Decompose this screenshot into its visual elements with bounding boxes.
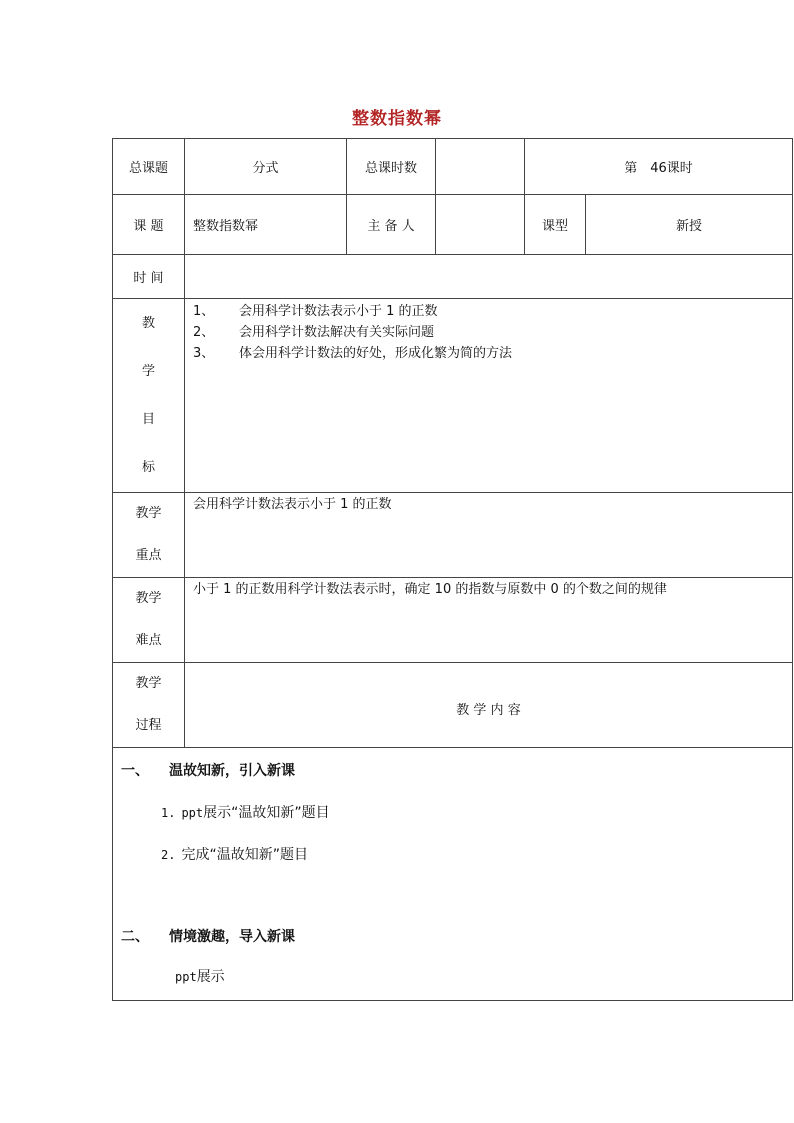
section-title: 温故知新，引入新课 — [169, 763, 295, 779]
process-content-heading: 教 学 内 容 — [185, 663, 793, 748]
objective-item — [193, 322, 792, 343]
lesson-plan-table — [112, 138, 793, 1001]
section-heading — [121, 761, 792, 781]
item-text: 完成“温故知新”题目 — [181, 847, 308, 863]
process-label — [113, 663, 185, 748]
topic-label: 课 题 — [113, 195, 185, 255]
time-row — [113, 255, 793, 299]
key-point-row — [113, 493, 793, 578]
time-value — [185, 255, 793, 299]
time-label: 时 间 — [113, 255, 185, 299]
preparer-label: 主 备 人 — [347, 195, 436, 255]
process-body — [113, 748, 793, 1001]
type-value: 新授 — [586, 195, 793, 255]
item-number: 1. — [161, 806, 176, 820]
objective-item — [193, 301, 792, 322]
difficulty-label — [113, 578, 185, 663]
key-point-content — [185, 493, 793, 578]
section-item — [121, 845, 792, 865]
process-label-line: 教学 — [135, 676, 162, 691]
total-hours-value — [436, 139, 525, 195]
item-text: 展示“温故知新”题目 — [203, 805, 330, 821]
item-prefix: ppt — [181, 806, 204, 820]
objectives-label-char: 教 — [141, 315, 155, 331]
objectives-content — [185, 299, 793, 493]
key-point-text: 会用科学计数法表示小于 1 的正数 — [193, 497, 392, 512]
objectives-label-char: 学 — [141, 363, 155, 379]
difficulty-content — [185, 578, 793, 663]
section-title: 情境激趣，导入新课 — [169, 929, 295, 945]
header-row-total — [113, 139, 793, 195]
objectives-label-char: 目 — [141, 411, 155, 427]
section-number: 一、 — [121, 763, 149, 779]
objective-item — [193, 343, 792, 364]
total-topic-value: 分式 — [185, 139, 347, 195]
preparer-value — [436, 195, 525, 255]
type-label: 课型 — [525, 195, 586, 255]
key-point-label-line: 教学 — [135, 506, 162, 521]
line-text: 展示 — [196, 969, 225, 985]
objective-number: 1、 — [193, 304, 215, 319]
lesson-number: 第 46课时 — [525, 139, 793, 195]
section-heading — [121, 927, 792, 947]
total-hours-label: 总课时数 — [347, 139, 436, 195]
difficulty-label-line: 教学 — [135, 591, 162, 606]
line-prefix: ppt — [175, 970, 197, 984]
process-row — [113, 663, 793, 748]
difficulty-text: 小于 1 的正数用科学计数法表示时，确定 10 的指数与原数中 0 的个数之间的规律 — [193, 582, 667, 597]
objective-number: 2、 — [193, 325, 215, 340]
section-number: 二、 — [121, 929, 149, 945]
topic-value: 整数指数幂 — [185, 195, 347, 255]
section-item — [121, 803, 792, 823]
process-label-line: 过程 — [135, 718, 162, 733]
page-title: 整数指数幂 — [352, 109, 442, 129]
process-body-row — [113, 748, 793, 1001]
objectives-label — [113, 299, 185, 493]
difficulty-label-line: 难点 — [135, 633, 162, 648]
objective-text: 体会用科学计数法的好处，形成化繁为简的方法 — [239, 346, 513, 361]
total-topic-label: 总课题 — [113, 139, 185, 195]
objectives-row — [113, 299, 793, 493]
difficulty-row — [113, 578, 793, 663]
objectives-label-char: 标 — [141, 459, 155, 475]
objective-text: 会用科学计数法表示小于 1 的正数 — [239, 304, 438, 319]
section-line — [121, 967, 792, 987]
objective-number: 3、 — [193, 346, 215, 361]
header-row-topic — [113, 195, 793, 255]
item-number: 2. — [161, 848, 176, 862]
key-point-label-line: 重点 — [135, 548, 162, 563]
objective-text: 会用科学计数法解决有关实际问题 — [239, 325, 435, 340]
key-point-label — [113, 493, 185, 578]
